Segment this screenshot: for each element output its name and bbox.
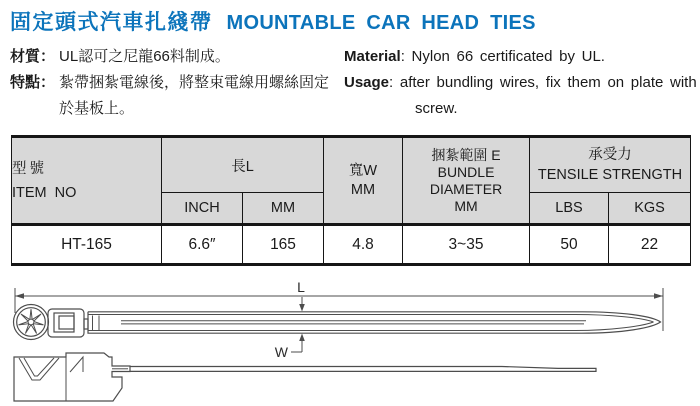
col-header-bundle-diameter: 捆紮範圍 E BUNDLE DIAMETER MM: [403, 137, 530, 225]
col-header-length: 長L: [162, 137, 324, 193]
page-title-zh: 固定頭式汽車扎綫帶: [10, 11, 213, 34]
length-dimension-label: L: [297, 279, 305, 295]
cell-tensile-lbs: 50: [530, 225, 609, 265]
col-header-tensile-strength: 承受力 TENSILE STRENGTH: [530, 137, 691, 193]
spec-label-feature-zh: 特點：: [10, 74, 56, 91]
spec-label-material-en: Material: [344, 48, 401, 65]
table-row: [12, 225, 691, 265]
spec-table-head: [12, 137, 691, 225]
spec-label-usage-en: Usage: [344, 74, 390, 91]
cell-width: 4.8: [324, 225, 403, 265]
spec-value-feature-zh: 紮帶捆紮電線後，將整束電線用螺絲固定於基板上。: [59, 74, 330, 117]
cable-tie-top-view: [14, 305, 661, 340]
spec-value-material-zh: UL認可之尼龍66料制成。: [59, 48, 230, 65]
spec-text-en: [344, 44, 700, 122]
page-title-en: MOUNTABLE CAR HEAD TIES: [226, 12, 536, 34]
spec-table: [11, 135, 691, 266]
cable-tie-side-view: [14, 353, 596, 401]
spec-value-usage-en: : after bundling wires, fix them on plate with screw.: [389, 74, 697, 117]
cell-item-no: HT-165: [12, 225, 162, 265]
spec-row-material-zh: [10, 44, 330, 70]
cell-bundle-diameter: 3~35: [403, 225, 530, 265]
col-header-width: 寬W MM: [324, 137, 403, 225]
spec-row-material-en: [344, 44, 700, 70]
spec-row-feature-zh: [10, 70, 330, 122]
page-title: [10, 6, 536, 36]
col-header-kgs: KGS: [609, 193, 691, 225]
length-dimension: [15, 279, 663, 331]
cell-tensile-kgs: 22: [609, 225, 691, 265]
spec-row-usage-en: [344, 70, 700, 122]
col-header-mm: MM: [243, 193, 324, 225]
spec-text-zh: [10, 44, 330, 122]
spec-label-material-zh: 材質：: [10, 48, 56, 65]
cell-length-mm: 165: [243, 225, 324, 265]
col-header-inch: INCH: [162, 193, 243, 225]
col-header-item-no: 型號 ITEM NO: [12, 137, 162, 225]
col-header-lbs: LBS: [530, 193, 609, 225]
cable-tie-technical-drawing: [0, 262, 700, 406]
spec-value-material-en: : Nylon 66 certificated by UL.: [400, 48, 605, 65]
width-dimension: [275, 297, 305, 360]
width-dimension-label: W: [274, 344, 288, 360]
cell-length-inch: 6.6″: [162, 225, 243, 265]
